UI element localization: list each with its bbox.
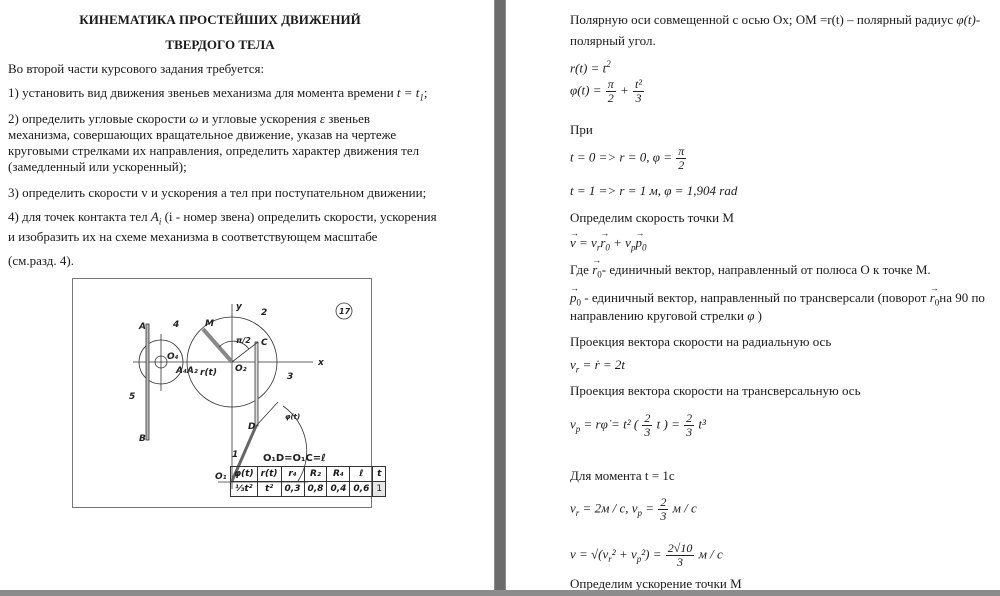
- label-b: B: [139, 434, 146, 444]
- rack-5: [146, 324, 149, 440]
- title-line-1: КИНЕМАТИКА ПРОСТЕЙШИХ ДВИЖЕНИЙ: [79, 12, 361, 27]
- pri-text: При: [570, 122, 593, 137]
- radial-heading: Проекция вектора скорости на радиальную ось: [570, 334, 832, 349]
- label-o2: O₂: [235, 364, 247, 374]
- item-4-sub: i: [158, 216, 162, 227]
- velocity-heading: Определим скорость точки M: [570, 210, 734, 225]
- label-n3: 3: [287, 372, 294, 382]
- numerator: π: [678, 144, 685, 158]
- eq-vr-rhs: = ṙ = 2t: [582, 357, 626, 372]
- eq-t1-main: t = 1 => r = 1 м, φ = 1,904: [570, 183, 717, 198]
- numerator: 2: [644, 411, 651, 425]
- numerator: 2: [660, 495, 667, 509]
- table-header: t: [373, 467, 386, 482]
- denominator: 3: [660, 509, 667, 523]
- eq-vt-lhs: v = √(v: [570, 546, 609, 562]
- label-n5: 5: [129, 392, 136, 402]
- fraction: [642, 412, 652, 439]
- title-line-2: ТВЕРДОГО ТЕЛА: [165, 37, 275, 52]
- eq-vals-vr-sub: r: [575, 508, 580, 519]
- fraction: [684, 412, 694, 439]
- fraction: [666, 542, 695, 569]
- item-1-math: [396, 85, 424, 103]
- intro-text: Во второй части курсового задания требуется:: [8, 61, 265, 76]
- eq-r: [570, 56, 611, 76]
- item-4-a: 4) для точек контакта тел: [8, 209, 148, 224]
- eq-vp-mid: = rφ̇ = t² (: [583, 416, 639, 432]
- polar-text: Полярную оси совмещенной с осью Ox; OM =r(t) – полярный радиус: [570, 12, 954, 27]
- acceleration-heading: Определим ускорение точки M: [570, 576, 742, 590]
- denominator: 3: [677, 555, 684, 569]
- table-cell: 0,6: [350, 482, 373, 497]
- denominator: 3: [686, 425, 693, 439]
- item-2-a: 2) определить угловые скорости: [8, 111, 187, 126]
- eq-r-pow: 2: [606, 59, 611, 69]
- table-header: φ(t): [231, 467, 258, 482]
- eq-r-main: r(t) = t: [570, 60, 607, 76]
- eq-vals-mid: = 2м / с, v: [582, 500, 638, 516]
- eq-t1: [570, 182, 737, 199]
- eq-v-plus: + v: [613, 235, 631, 250]
- label-r-t: r(t): [200, 368, 217, 378]
- label-y: y: [236, 302, 242, 312]
- eq-vr: [570, 356, 625, 379]
- phi-t-symbol: φ(t): [956, 12, 976, 27]
- eq-phi-lhs: φ(t) =: [570, 82, 602, 98]
- item-1-end: ;: [423, 85, 428, 100]
- polar-text-line-2: полярный угол.: [570, 33, 656, 48]
- item-1-text: 1) установить вид движения звеньев механизма для момента времени: [8, 85, 394, 100]
- fraction: [606, 78, 616, 105]
- p0-line-2-text: направлению круговой стрелки: [570, 308, 744, 323]
- moment-text: Для момента t = 1c: [570, 468, 675, 483]
- table-cell: 0,4: [327, 482, 350, 497]
- denominator: 3: [635, 91, 642, 105]
- eq-vt-p: p: [636, 554, 642, 565]
- sub-p: p: [630, 242, 636, 253]
- numerator: π: [607, 77, 614, 91]
- label-o4: O₄: [167, 352, 179, 362]
- denominator: 2: [678, 158, 685, 172]
- eq-v-vector: → $v = v_r\to r_0 + v_p\to p_0$: [570, 234, 646, 257]
- plus: +: [620, 82, 629, 98]
- transversal-heading: Проекция вектора скорости на трансверсальную ось: [570, 383, 861, 398]
- p0-definition-line-1: → $p_0$ - единичный вектор, направленный по трансверсали (поворот → $r_0на$ 90 по: [570, 289, 985, 312]
- item-4-sym: A: [150, 209, 159, 224]
- fraction: [658, 496, 668, 523]
- eq-vr-v: v: [570, 357, 576, 372]
- label-a4a2: A₄A₂: [176, 366, 198, 376]
- fraction: [633, 78, 644, 105]
- r0-definition: Где → $r_0-$ единичный вектор, направленный от полюса O к точке M.: [570, 261, 931, 284]
- table-row: [231, 482, 386, 497]
- page-divider: [494, 0, 506, 596]
- close-paren: ): [757, 308, 762, 323]
- label-a: A: [139, 322, 146, 332]
- dash: -: [975, 12, 981, 27]
- r0-text: - единичный вектор, направленный от полюса O к точке M.: [601, 262, 931, 277]
- table-header: R₂: [304, 467, 327, 482]
- rod-om: [203, 329, 232, 362]
- table-cell: 0,8: [304, 482, 327, 497]
- item-2-c: звеньев: [328, 111, 370, 126]
- left-page: [0, 0, 494, 590]
- label-n1: 1: [232, 450, 239, 460]
- table-cell: 0,3: [281, 482, 304, 497]
- eq-vt-r: r: [608, 554, 612, 565]
- eq-vr-sub: r: [575, 364, 580, 375]
- table-header: r(t): [257, 467, 281, 482]
- item-4-symbol: [150, 209, 162, 227]
- table-header: ℓ: [350, 467, 373, 482]
- item-2-line-3: круговыми стрелками их направления, определить характер движения тел: [8, 143, 420, 158]
- parameters-table: [230, 466, 386, 497]
- eq-vals-unit: м / с: [672, 500, 697, 516]
- label-x: x: [318, 358, 324, 368]
- variant-number: 17: [339, 307, 351, 316]
- numerator: 2√10: [667, 541, 693, 555]
- numerator: t²: [635, 77, 642, 91]
- right-page: [506, 0, 1000, 590]
- eq-phi: [570, 78, 645, 105]
- fraction: [676, 145, 686, 172]
- item-2-line-1: [8, 110, 370, 127]
- eq-t0: [570, 145, 687, 172]
- eq-vp-end: t³: [698, 416, 706, 432]
- table-cell: 1: [373, 482, 386, 497]
- eq-vp-sub: p: [575, 424, 581, 435]
- eq-t1-unit: rad: [719, 183, 738, 198]
- table-cell: t²: [257, 482, 281, 497]
- p0-text-end: на 90 по: [939, 290, 985, 305]
- denominator: 2: [607, 91, 614, 105]
- bottom-scroll-strip: [0, 590, 1000, 596]
- p0-symbol: → p: [570, 289, 577, 306]
- eq-values: [570, 496, 697, 523]
- label-o1: O₁: [215, 472, 227, 482]
- table-header: R₄: [327, 467, 350, 482]
- omega-symbol: ω: [189, 111, 199, 126]
- item-4-line-2: и изобразить их на схеме механизма в соответствующем масштабе: [8, 229, 378, 244]
- table-cell: ⅓t²: [231, 482, 258, 497]
- eq-v-main: → v = v: [570, 234, 597, 251]
- polar-text-line-1: [570, 11, 980, 28]
- eq-vals-eq: =: [645, 500, 655, 516]
- eq-vp-v: v: [570, 416, 576, 432]
- denominator: 3: [644, 425, 651, 439]
- eq-t0-main: t = 0 => r = 0, φ =: [570, 149, 672, 165]
- item-4-line-3: (см.разд. 4).: [8, 253, 74, 268]
- r0-where: Где: [570, 262, 589, 277]
- eq-vt-mid: ² + v: [611, 546, 637, 562]
- eq-vp-t: t ) =: [656, 416, 680, 432]
- p0-text: - единичный вектор, направленный по трансверсали (поворот: [584, 290, 927, 305]
- label-n4: 4: [173, 320, 180, 330]
- r0-symbol-inline: → r: [930, 289, 935, 306]
- epsilon-symbol: ε: [319, 111, 325, 126]
- item-3: 3) определить скорости v и ускорения a тел при поступательном движении;: [8, 185, 427, 200]
- eq-vt-close: ²) =: [641, 546, 662, 562]
- eq-vp: [570, 412, 706, 439]
- item-2-line-2: механизма, совершающих вращательное движение, указав на чертеже: [8, 127, 397, 142]
- sub-r: r: [596, 242, 601, 253]
- rod-3: [255, 342, 258, 426]
- item-2-b: и угловые ускорения: [201, 111, 317, 126]
- mechanism-figure: [72, 278, 383, 508]
- eq-vt-unit: м / с: [698, 546, 723, 562]
- eq-vals-vp-sub: p: [637, 508, 643, 519]
- r-vector: → r: [600, 234, 605, 251]
- table-header: r₄: [281, 467, 304, 482]
- label-phi-t: φ(t): [285, 413, 301, 421]
- r0-symbol: → r: [592, 261, 597, 278]
- item-1: [8, 84, 428, 107]
- p-vector: → p: [635, 234, 642, 251]
- label-m: M: [205, 319, 214, 329]
- table-header-row: [231, 467, 386, 482]
- item-2-line-4: (замедленный или ускоренный);: [8, 159, 187, 174]
- item-4-b: (i - номер звена) определить скорости, ускорения: [164, 209, 437, 224]
- figure-equation: O₁D=O₁C=ℓ: [263, 453, 326, 464]
- eq-vals-vr: v: [570, 500, 576, 516]
- label-c: C: [261, 338, 268, 348]
- item-1-math-main: t = t: [396, 85, 420, 100]
- eq-v-total: [570, 542, 723, 569]
- phi-symbol: φ: [747, 308, 755, 323]
- label-d: D: [248, 422, 256, 432]
- label-pi-half: π/2: [236, 336, 251, 345]
- numerator: 2: [686, 411, 693, 425]
- p0-definition-line-2: [570, 307, 762, 324]
- label-n2: 2: [261, 308, 268, 318]
- item-1-math-sub: 1: [419, 92, 424, 103]
